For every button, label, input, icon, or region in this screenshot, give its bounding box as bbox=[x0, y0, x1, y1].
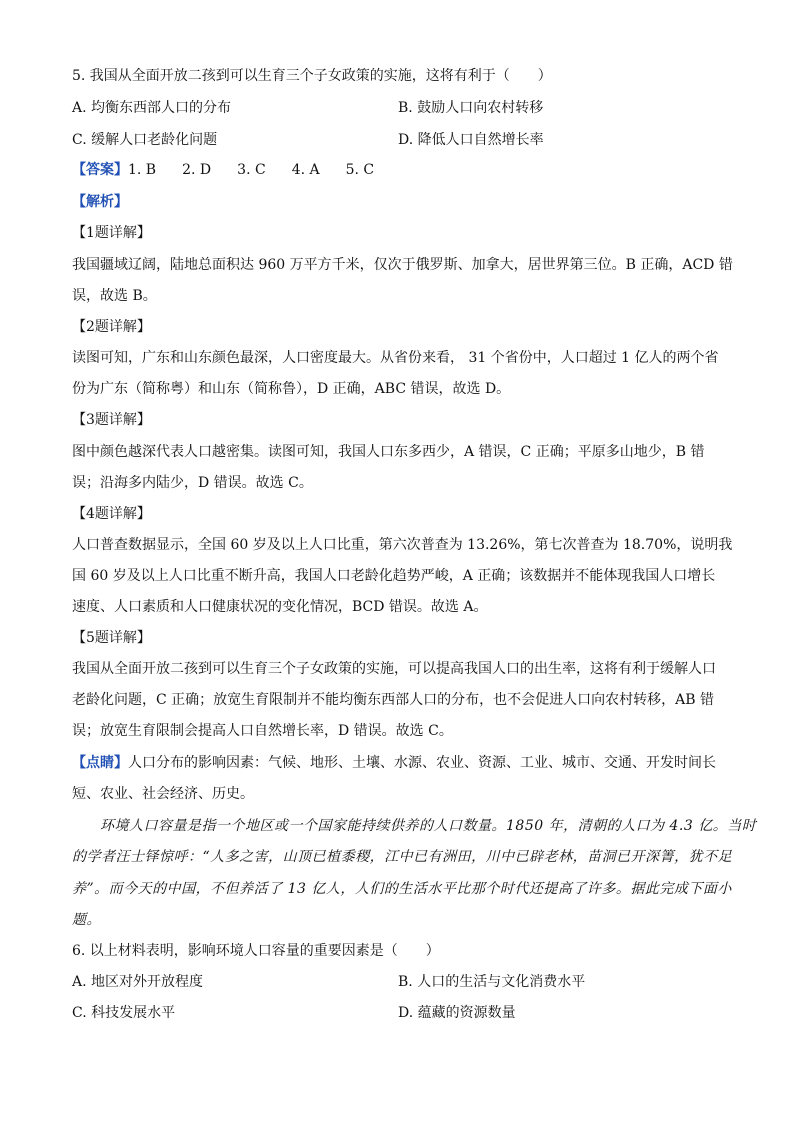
tip-line: 短、农业、社会经济、历史。 bbox=[72, 786, 254, 802]
q6-option-a: A. 地区对外开放程度 bbox=[72, 974, 204, 990]
answer-item: 1. B bbox=[128, 162, 157, 178]
material-line: 题。 bbox=[72, 912, 101, 928]
answer-label: 【答案】 bbox=[72, 162, 128, 178]
tip-label: 【点睛】 bbox=[72, 755, 128, 771]
answer-item: 3. C bbox=[237, 162, 266, 178]
q5-option-d: D. 降低人口自然增长率 bbox=[398, 132, 544, 148]
section-5-title: 【5题详解】 bbox=[72, 630, 151, 646]
q5-option-b: B. 鼓励人口向农村转移 bbox=[398, 100, 544, 116]
q6-option-b: B. 人口的生活与文化消费水平 bbox=[398, 974, 586, 990]
section-1-line: 我国疆域辽阔，陆地总面积达 960 万平方千米，仅次于俄罗斯、加拿大，居世界第三位。B 正确，ACD 错 bbox=[72, 257, 733, 273]
section-5-line: 我国从全面开放二孩到可以生育三个子女政策的实施，可以提高我国人口的出生率，这将有利于缓解人口 bbox=[72, 661, 716, 677]
q5-option-a: A. 均衡东西部人口的分布 bbox=[72, 100, 232, 116]
question-6-stem: 6. 以上材料表明，影响环境人口容量的重要因素是（ ） bbox=[72, 943, 440, 959]
section-4-line: 人口普查数据显示，全国 60 岁及以上人口比重，第六次普查为 13.26%，第七次普查为 18.70%，说明我 bbox=[72, 537, 733, 553]
section-5-line: 误；放宽生育限制会提高人口自然增长率，D 错误。故选 C。 bbox=[72, 723, 453, 739]
section-4-line: 速度、人口素质和人口健康状况的变化情况，BCD 错误。故选 A。 bbox=[72, 599, 488, 615]
q6-option-c: C. 科技发展水平 bbox=[72, 1005, 176, 1021]
answer-item: 5. C bbox=[345, 162, 375, 178]
material-line: 的学者汪士铎惊呼：“人多之害，山顶已植黍稷，江中已有洲田，川中已辟老林，苗洞已开深箐，犹不足 bbox=[72, 849, 733, 865]
tip-text: 人口分布的影响因素：气候、地形、土壤、水源、农业、资源、工业、城市、交通、开发时间长 bbox=[128, 755, 716, 771]
section-4-line: 国 60 岁及以上人口比重不断升高，我国人口老龄化趋势严峻，A 正确；该数据并不能体现我国人口增长 bbox=[72, 568, 716, 584]
section-1-line: 误，故选 B。 bbox=[72, 288, 157, 304]
section-2-line: 份为广东（简称粤）和山东（简称鲁），D 正确，ABC 错误，故选 D。 bbox=[72, 381, 511, 397]
section-2-title: 【2题详解】 bbox=[72, 319, 151, 335]
answer-item: 2. D bbox=[182, 162, 212, 178]
answer-line bbox=[72, 160, 400, 180]
q5-option-c: C. 缓解人口老龄化问题 bbox=[72, 132, 218, 148]
section-3-line: 图中颜色越深代表人口越密集。读图可知，我国人口东多西少，A 错误，C 正确；平原多山地少，B 错 bbox=[72, 444, 705, 460]
material-line: 环境人口容量是指一个地区或一个国家能持续供养的人口数量。1850 年，清朝的人口为 4.3 亿。当时 bbox=[100, 818, 757, 834]
section-5-line: 老龄化问题，C 正确；放宽生育限制并不能均衡东西部人口的分布，也不会促进人口向农村转移，AB 错 bbox=[72, 692, 715, 708]
section-3-line: 误；沿海多内陆少，D 错误。故选 C。 bbox=[72, 475, 313, 491]
section-1-title: 【1题详解】 bbox=[72, 225, 151, 241]
material-line: 养”。而今天的中国，不但养活了 13 亿人，人们的生活水平比那个时代还提高了许多。据此完成下面小 bbox=[72, 881, 732, 897]
q6-option-d: D. 蕴藏的资源数量 bbox=[398, 1005, 516, 1021]
section-2-line: 读图可知，广东和山东颜色最深，人口密度最大。从省份来看， 31 个省份中，人口超过 1 亿人的两个省 bbox=[72, 350, 719, 366]
section-4-title: 【4题详解】 bbox=[72, 506, 151, 522]
tip-line bbox=[72, 753, 716, 773]
section-3-title: 【3题详解】 bbox=[72, 412, 151, 428]
analysis-label: 【解析】 bbox=[72, 194, 128, 210]
question-5-stem: 5. 我国从全面开放二孩到可以生育三个子女政策的实施，这将有利于（ ） bbox=[72, 68, 552, 84]
answer-item: 4. A bbox=[291, 162, 320, 178]
